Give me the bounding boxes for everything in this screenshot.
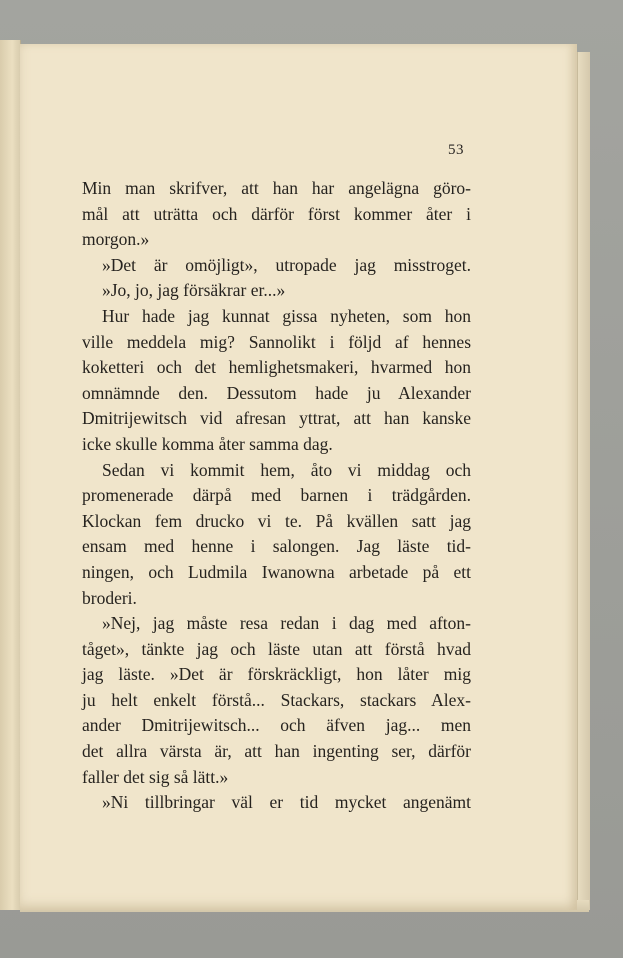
text-line: »Det är omöjligt», utropade jag misstroget. bbox=[102, 254, 471, 275]
text-line: ander Dmitrijewitsch... och äfven jag... men bbox=[82, 715, 471, 736]
text-line: ensam med henne i salongen. Jag läste tid- bbox=[82, 536, 471, 557]
text-line: Klockan fem drucko vi te. På kvällen satt jag bbox=[82, 510, 471, 531]
text-line: broderi. bbox=[82, 587, 137, 608]
text-line: det allra värsta är, att han ingenting ser, därför bbox=[82, 741, 471, 762]
text-line: icke skulle komma åter samma dag. bbox=[82, 433, 333, 454]
text-line: morgon.» bbox=[82, 229, 150, 250]
text-line: ville meddela mig? Sannolikt i följd af hennes bbox=[82, 331, 471, 352]
text-line: »Ni tillbringar väl er tid mycket angenämt bbox=[102, 792, 471, 813]
text-line: koketteri och det hemlighetsmakeri, hvarmed hon bbox=[82, 357, 471, 378]
body-text bbox=[82, 176, 471, 816]
text-line: Min man skrifver, att han har angelägna göro- bbox=[82, 178, 471, 198]
text-line: promenerade därpå med barnen i trädgården. bbox=[82, 485, 471, 506]
previous-page-edge bbox=[0, 40, 21, 910]
text-line: »Jo, jo, jag försäkrar er...» bbox=[102, 280, 286, 301]
text-line: jag läste. »Det är förskräckligt, hon låter mig bbox=[82, 664, 471, 685]
text-line: Dmitrijewitsch vid afresan yttrat, att han kanske bbox=[82, 408, 471, 429]
text-line: mål att uträtta och därför först kommer åter i bbox=[82, 203, 471, 224]
page-number: 53 bbox=[448, 142, 464, 158]
text-line: »Nej, jag måste resa redan i dag med afton- bbox=[102, 613, 471, 634]
text-line: omnämnde den. Dessutom hade ju Alexander bbox=[82, 382, 471, 403]
text-line: ningen, och Ludmila Iwanowna arbetade på ett bbox=[82, 561, 471, 582]
text-line: tåget», tänkte jag och läste utan att förstå hvad bbox=[82, 638, 471, 659]
text-line: ju helt enkelt förstå... Stackars, stackars Alex- bbox=[82, 689, 471, 710]
text-line: faller det sig så lätt.» bbox=[82, 766, 229, 787]
page-edge-right bbox=[577, 52, 590, 910]
text-line: Hur hade jag kunnat gissa nyheten, som hon bbox=[102, 305, 471, 326]
text-line: Sedan vi kommit hem, åto vi middag och bbox=[102, 459, 471, 480]
